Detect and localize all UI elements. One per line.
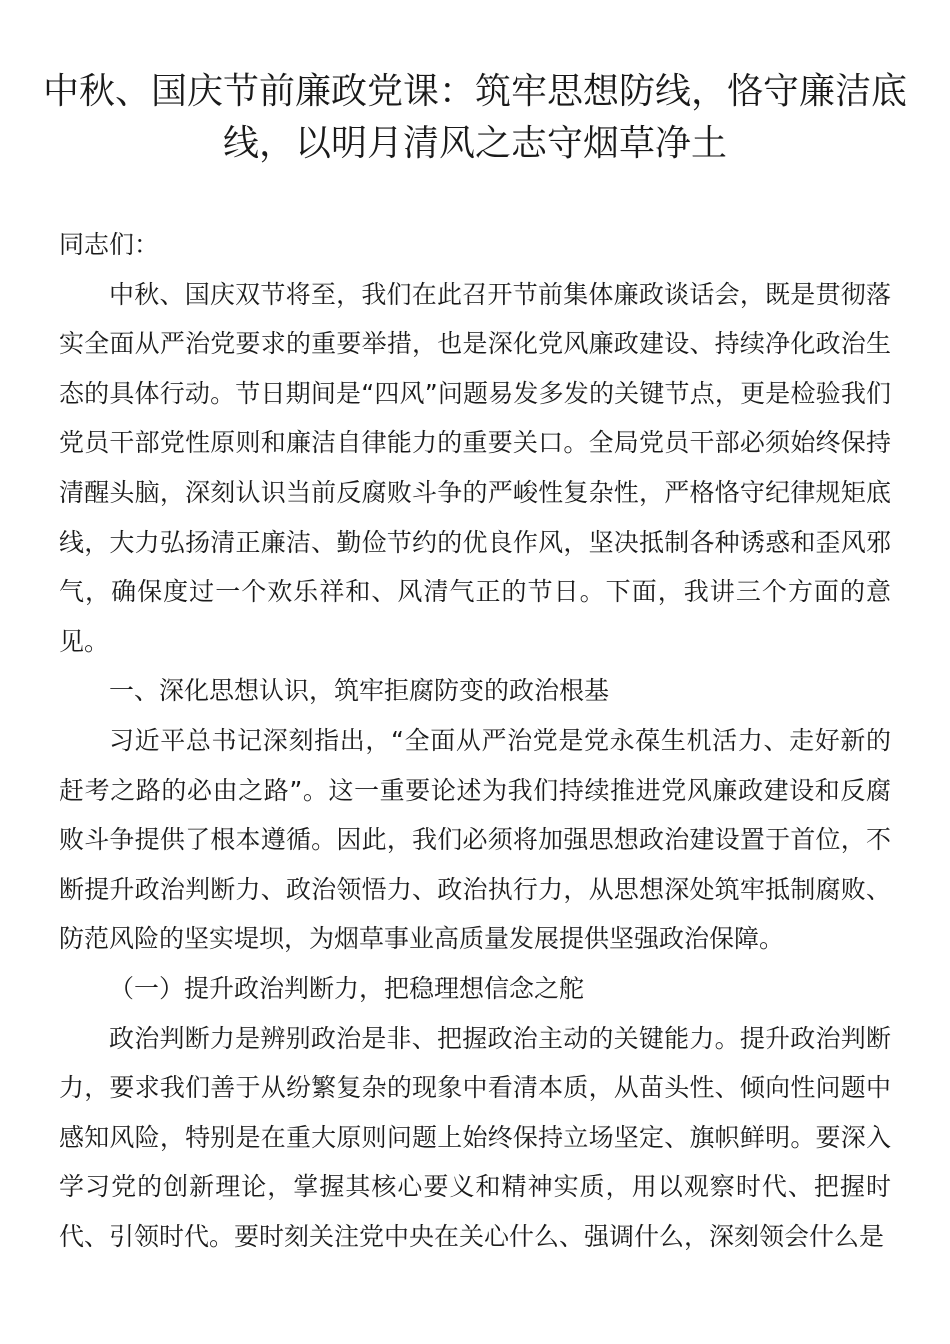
- subsection-heading: （一）提升政治判断力，把稳理想信念之舵: [109, 973, 585, 1003]
- body-paragraph: 政治判断力是辨别政治是非、把握政治主动的关键能力。提升政治判断力，要求我们善于从纷繁复杂的现象中看清本质，从苗头性、倾向性问题中感知风险，特别是在重大原则问题上始终保持立场坚定、旗帜鲜明。要深入学习党的创新理论，掌握其核心要义和精神实质，用以观察时代、把握时代、引领时代。要时刻关注党中央在关心什么、强调什么，深刻领会什么是: [59, 1023, 891, 1251]
- document-body: [59, 220, 891, 1261]
- section-heading: 一、深化思想认识，筑牢拒腐防变的政治根基: [109, 676, 610, 706]
- body-paragraph: 习近平总书记深刻指出，“全面从严治党是党永葆生机活力、走好新的赶考之路的必由之路”。这一重要论述为我们持续推进党风廉政建设和反腐败斗争提供了根本遵循。因此，我们必须将加强思想政治建设置于首位，不断提升政治判断力、政治领悟力、政治执行力，从思想深处筑牢抵制腐败、防范风险的坚实堤坝，为烟草事业高质量发展提供坚强政治保障。: [59, 725, 891, 954]
- body-paragraph: 中秋、国庆双节将至，我们在此召开节前集体廉政谈话会，既是贯彻落实全面从严治党要求的重要举措，也是深化党风廉政建设、持续净化政治生态的具体行动。节日期间是“四风”问题易发多发的关键节点，更是检验我们党员干部党性原则和廉洁自律能力的重要关口。全局党员干部必须始终保持清醒头脑，深刻认识当前反腐败斗争的严峻性复杂性，严格恪守纪律规矩底线，大力弘扬清正廉洁、勤俭节约的优良作风，坚决抵制各种诱惑和歪风邪气，确保度过一个欢乐祥和、风清气正的节日。下面，我讲三个方面的意见。: [59, 279, 891, 656]
- document-title: 中秋、国庆节前廉政党课：筑牢思想防线，恪守廉洁底线，以明月清风之志守烟草净土: [42, 71, 907, 164]
- salutation: 同志们：: [59, 230, 160, 259]
